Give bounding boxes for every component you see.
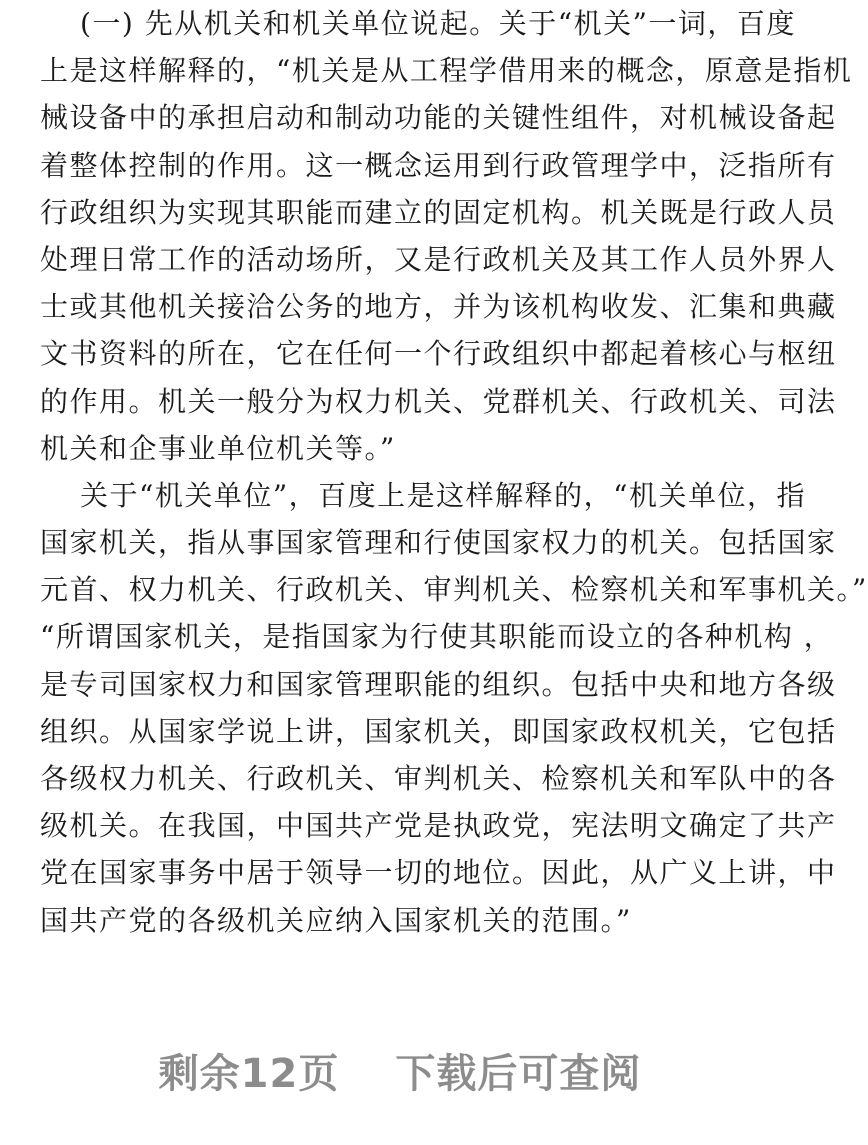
paragraph-2-line-10: 国共产党的各级机关应纳入国家机关的范围。” — [40, 903, 632, 937]
paragraph-2-line-3: 元首、权力机关、行政机关、审判机关、检察机关和军事机关。” — [40, 573, 868, 607]
paragraph-1-line-7: 士或其他机关接洽公务的地方，并为该机构收发、汇集和典藏 — [40, 290, 837, 324]
paragraph-1-line-2: 上是这样解释的，“机关是从工程学借用来的概念，原意是指机 — [40, 54, 853, 88]
remaining-pages-label: 剩余12页 — [158, 1050, 340, 1097]
paragraph-2-line-5: 是专司国家权力和国家管理职能的组织。包括中央和地方各级 — [40, 667, 837, 701]
paragraph-1-line-3: 械设备中的承担启动和制动功能的关键性组件，对机械设备起 — [40, 101, 837, 135]
paragraph-2-line-6: 组织。从国家学说上讲，国家机关，即国家政权机关，它包括 — [40, 714, 837, 748]
paragraph-2-line-8: 级机关。在我国，中国共产党是执政党，宪法明文确定了共产 — [40, 809, 837, 843]
paragraph-2-line-4: “所谓国家机关，是指国家为行使其职能而设立的各种机构 ， — [40, 620, 834, 654]
paragraph-1-line-6: 处理日常工作的活动场所，又是行政机关及其工作人员外界人 — [40, 242, 837, 276]
download-to-view-label[interactable]: 下载后可查阅 — [395, 1050, 642, 1097]
paragraph-2-line-1: 关于“机关单位”，百度上是这样解释的，“机关单位，指 — [80, 478, 806, 512]
paragraph-2-line-2: 国家机关，指从事国家管理和行使国家权力的机关。包括国家 — [40, 526, 837, 560]
document-body — [40, 0, 868, 944]
paragraph-1-line-5: 行政组织为实现其职能而建立的固定机构。机关既是行政人员 — [40, 195, 837, 229]
paragraph-2-line-9: 党在国家事务中居于领导一切的地位。因此，从广义上讲，中 — [40, 856, 837, 890]
paragraph-1-line-8: 文书资料的所在，它在任何一个行政组织中都起着核心与枢纽 — [40, 337, 837, 371]
paragraph-1-line-4: 着整体控制的作用。这一概念运用到行政管理学中，泛指所有 — [40, 148, 837, 182]
paragraph-1-line-1: (一) 先从机关和机关单位说起。关于“机关”一词，百度 — [80, 7, 796, 40]
paragraph-2-line-7: 各级权力机关、行政机关、审判机关、检察机关和军队中的各 — [40, 762, 837, 795]
paragraph-1-line-10: 机关和企事业单位机关等。” — [40, 431, 396, 465]
paragraph-1-line-9: 的作用。机关一般分为权力机关、党群机关、行政机关、司法 — [40, 384, 837, 418]
download-banner[interactable] — [0, 1030, 800, 1110]
